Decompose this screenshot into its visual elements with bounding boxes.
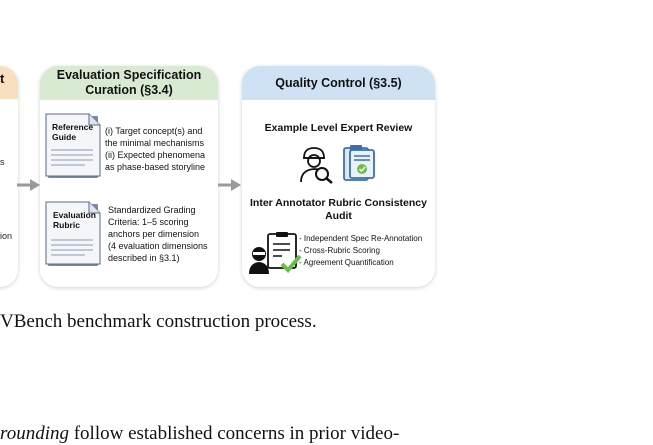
card-title-fragment: t <box>0 71 5 86</box>
rubric-audit-title: Inter Annotator Rubric Consistency Audit <box>250 197 427 222</box>
body-text: rounding follow established concerns in prior video- <box>0 423 400 444</box>
evaluation-spec-card <box>40 66 218 287</box>
review-clipboard-icon <box>342 144 376 182</box>
card-header <box>242 66 435 100</box>
card-title: Evaluation Specification Curation (§3.4) <box>56 68 202 97</box>
list-item: - Agreement Quantification <box>299 258 394 267</box>
flow-arrow <box>17 179 41 191</box>
flow-arrow <box>218 179 242 191</box>
quality-control-card <box>242 66 435 287</box>
card-header <box>40 66 218 100</box>
audit-steps-list <box>299 233 422 269</box>
evaluation-rubric-description: Standardized Grading Criteria: 1–5 scoring anchors per dimension (4 evaluation dimensions described in §3.1) <box>108 205 208 263</box>
card-title: Quality Control (§3.5) <box>275 75 402 90</box>
figure-caption: VBench benchmark construction process. <box>0 311 317 332</box>
list-item: - Cross-Rubric Scoring <box>299 246 380 255</box>
annotator-checklist-icon <box>248 232 302 274</box>
reference-guide-label: Reference Guide <box>52 122 94 142</box>
text-fragment: ion <box>0 231 13 241</box>
pipeline-card-previous <box>0 66 18 287</box>
evaluation-rubric-label: Evaluation Rubric <box>53 210 96 230</box>
expert-review-title: Example Level Expert Review <box>264 122 413 134</box>
expert-reviewer-icon <box>295 144 335 184</box>
list-item: - Independent Spec Re-Annotation <box>299 234 423 243</box>
text-fragment: s <box>0 157 5 167</box>
reference-guide-description: (i) Target concept(s) and the minimal mechanisms (ii) Expected phenomena as phase-based storyline <box>105 126 206 172</box>
